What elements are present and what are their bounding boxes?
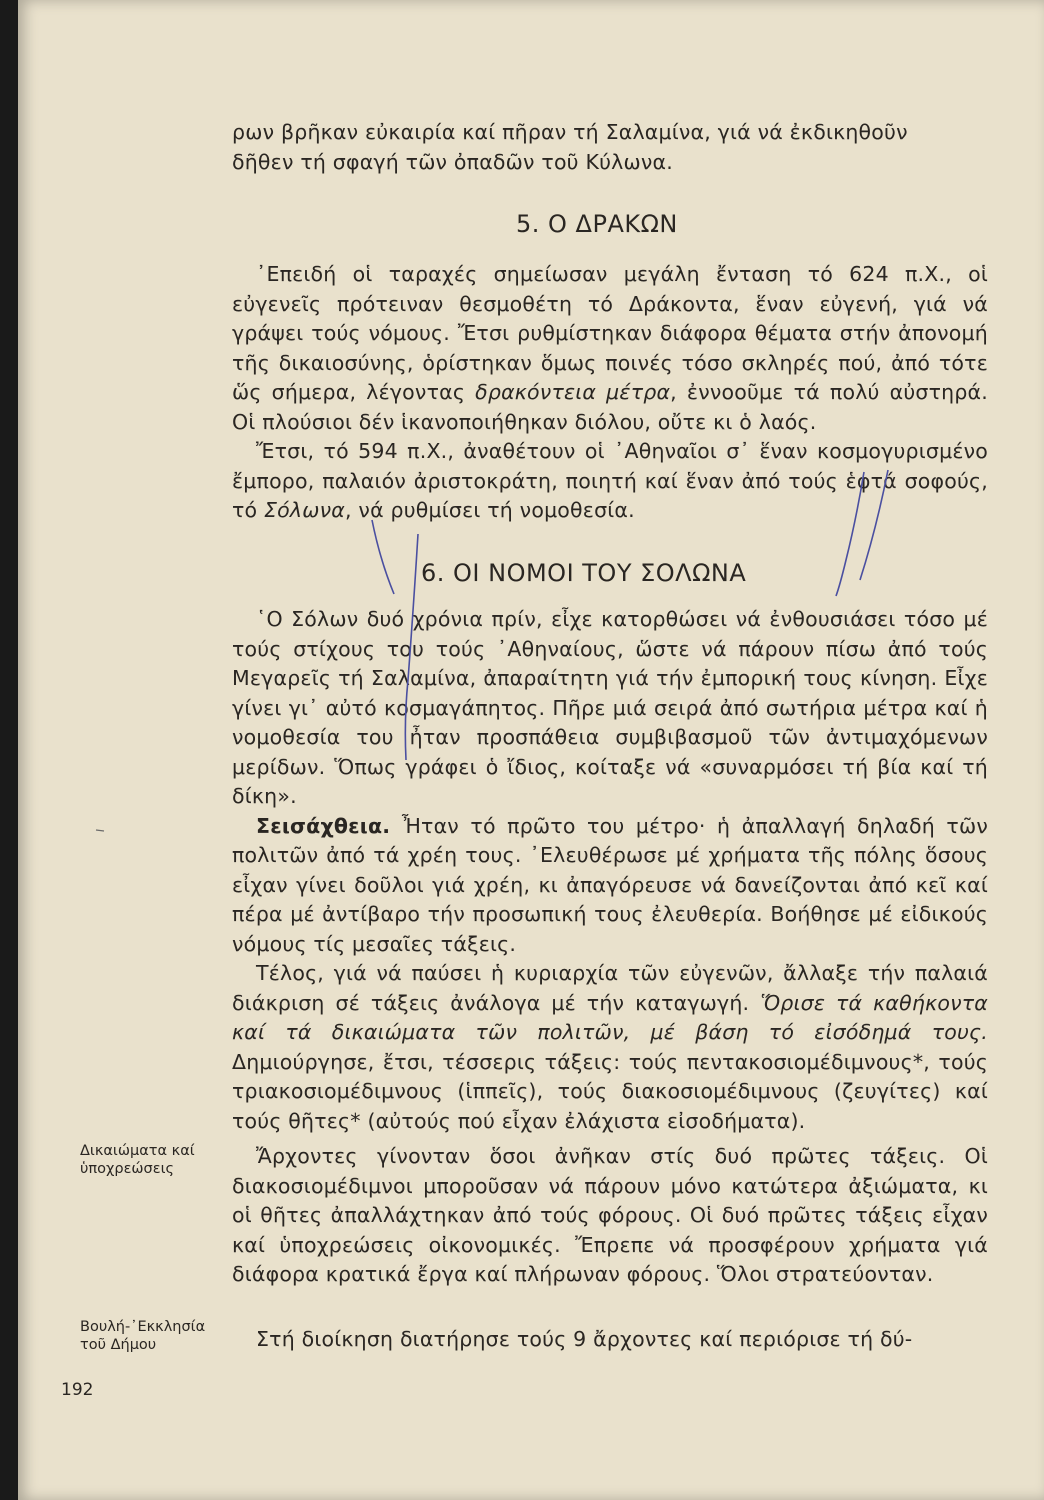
book-page xyxy=(18,0,1044,1500)
seisachtheia-term: Σεισάχθεια. xyxy=(256,813,391,838)
rights-duties-sentence: Ὅρισε τά καθήκοντα καί τά δικαιώματα τῶν πολιτῶν, μέ βάση τό εἰσόδημά τους. xyxy=(232,990,989,1044)
administration-paragraph: Στή διοίκηση διατήρησε τούς 9 ἄρχοντες καί περιόρισε τή δύ- xyxy=(256,1327,913,1351)
solon-name: Σόλωνα xyxy=(264,498,345,522)
archons-paragraph: Ἄρχοντες γίνονταν ὅσοι ἀνῆκαν στίς δυό πρῶτες τάξεις. Οἱ διακοσιομέδιμνοι μποροῦσαν νά πάρουν μόνο κατώτερα ἀξιώματα, κι οἱ θῆτες ἀπαλλάχτηκαν ἀπό τούς φόρους. Οἱ δυό πρῶτες τάξεις εἶχαν καί ὑποχρεώσεις οἰκονομικές. Ἔπρεπε νά προσφέρουν χρήματα γιά διάφορα κρατικά ἔργα καί πλήρωναν φόρους. Ὅλοι στρατεύονταν. xyxy=(232,1144,988,1286)
intro-paragraph xyxy=(232,118,988,177)
page-number: 192 xyxy=(61,1380,94,1400)
intro-line-1: ρων βρῆκαν εὐκαιρία καί πῆραν τή Σαλαμίνα, γιά νά ἐκδικηθοῦν xyxy=(232,120,908,144)
margin-note-rights: Δικαιώματα καί ὑποχρεώσεις xyxy=(80,1143,195,1177)
section-5-paragraph-2: Ἔτσι, τό 594 π.Χ., ἀναθέτουν οἱ ᾿Αθηναῖοι σ᾿ ἕναν κοσμογυρισμένο ἔμπορο, παλαιόν ἀριστοκράτη, ποιητή καί ἕναν ἀπό τούς ἑφτά σοφούς, τό Σόλωνα, νά ρυθμίσει τή νομοθεσία. xyxy=(232,439,988,522)
margin-note-assembly: Βουλή-᾿Εκκλησία τοῦ Δήμου xyxy=(80,1319,206,1353)
pen-margin-tick xyxy=(96,830,104,831)
seisachtheia-paragraph: Σεισάχθεια. Ἦταν τό πρῶτο του μέτρο· ἡ ἀπαλλαγή δηλαδή τῶν πολιτῶν ἀπό τά χρέη τους. ᾿Ελευθέρωσε μέ χρήματα τῆς πόλης ὅσους εἶχαν γίνει δοῦλοι γιά χρέη, κι ἀπαγόρευσε νά δανείζονται ἀπό κεῖ καί πέρα μέ ἀντίβαρο τήν προσωπική τους ἐλευθερία. Βοήθησε μέ εἰδικούς νόμους τίς μεσαῖες τάξεις. xyxy=(232,813,988,956)
section-6-body-lower xyxy=(232,1325,988,1355)
section-6-body-upper xyxy=(232,605,988,1136)
section-5-paragraph-1: ᾿Επειδή οἱ ταραχές σημείωσαν μεγάλη ἔνταση τό 624 π.Χ., οἱ εὐγενεῖς πρότειναν θεσμοθέτη τό Δράκοντα, ἕναν εὐγενή, γιά νά γράψει τούς νόμους. Ἔτσι ρυθμίστηκαν διάφορα θέματα στήν ἀπονομή τῆς δικαιοσύνης, ὁρίστηκαν ὅμως ποινές τόσο σκληρές πού, ἀπό τότε ὥς σήμερα, λέγοντας δρακόντεια μέτρα, ἐννοοῦμε τά πολύ αὐστηρά. Οἱ πλούσιοι δέν ἱκανοποιήθηκαν διόλου, οὔτε κι ὁ λαός. xyxy=(232,262,988,434)
classes-paragraph: Τέλος, γιά νά παύσει ἡ κυριαρχία τῶν εὐγενῶν, ἄλλαξε τήν παλαιά διάκριση σέ τάξεις ἀνάλογα μέ τήν καταγωγή. Ὅρισε τά καθήκοντα καί τά δικαιώματα τῶν πολιτῶν, μέ βάση τό εἰσόδημά τους. Δημιούργησε, ἔτσι, τέσσερις τάξεις: τούς πεντακοσιομέδιμνους*, τούς τριακοσιομέδιμνους (ἱππεῖς), τούς διακοσιομέδιμνους (ζευγίτες) καί τούς θῆτες* (αὐτούς πού εἶχαν ἐλάχιστα εἰσοδήματα). xyxy=(232,961,989,1133)
section-6-heading: 6. ΟΙ ΝΟΜΟΙ ΤΟΥ ΣΟΛΩΝΑ xyxy=(421,559,747,587)
intro-line-2: δῆθεν τή σφαγή τῶν ὀπαδῶν τοῦ Κύλωνα. xyxy=(232,149,673,174)
section-6-paragraph-1: ῾Ο Σόλων δυό χρόνια πρίν, εἶχε κατορθώσει νά ἐνθουσιάσει τόσο μέ τούς στίχους του τούς ᾿Αθηναίους, ὥστε νά πάρουν πίσω ἀπό τούς Μεγαρεῖς τή Σαλαμίνα, ἀπαραίτητη γιά τήν ἐμπορική τους κίνηση. Εἶχε γίνει γι᾿ αὐτό κοσμαγάπητος. Πῆρε μιά σειρά ἀπό σωτήρια μέτρα καί ἡ νομοθεσία του ἦταν προσπάθεια συμβιβασμοῦ τῶν ἀντιμαχόμενων μερίδων. Ὅπως γράφει ὁ ἴδιος, κοίταξε νά «συναρμόσει τή βία καί τή δίκη». xyxy=(232,607,988,808)
section-6-body-middle xyxy=(232,1142,988,1290)
section-5-body xyxy=(232,260,988,526)
draconian-measures-term: δρακόντεια μέτρα xyxy=(475,380,671,404)
section-5-heading: 5. Ο ΔΡΑΚΩΝ xyxy=(516,210,678,238)
